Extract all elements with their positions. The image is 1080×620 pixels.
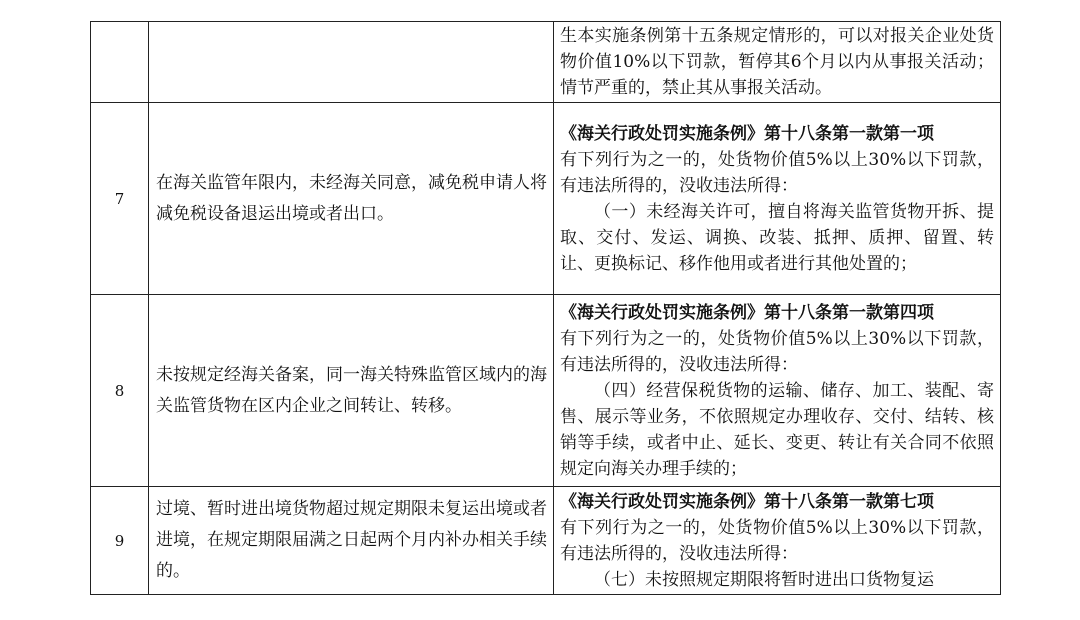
- table-row: [91, 103, 1001, 295]
- violation-description: 未按规定经海关备案，同一海关特殊监管区域内的海关监管货物在区内企业之间转让、转移。: [149, 295, 554, 487]
- row-number: [91, 22, 149, 103]
- law-title: 《海关行政处罚实施条例》第十八条第一款第七项: [560, 491, 934, 512]
- row-number: 9: [91, 487, 149, 595]
- law-body: 生本实施条例第十五条规定情形的，可以对报关企业处货物价值10%以下罚款，暂停其6个月以内从事报关活动；情节严重的，禁止其从事报关活动。: [560, 26, 994, 98]
- law-body: 有下列行为之一的，处货物价值5%以上30%以下罚款，有违法所得的，没收违法所得：: [560, 517, 994, 564]
- law-title: 《海关行政处罚实施条例》第十八条第一款第四项: [560, 302, 934, 323]
- legal-basis: [554, 295, 1001, 487]
- violation-description: [149, 22, 554, 103]
- table-row: [91, 295, 1001, 487]
- legal-basis: [554, 487, 1001, 595]
- law-body: 有下列行为之一的，处货物价值5%以上30%以下罚款，有违法所得的，没收违法所得：: [560, 149, 994, 196]
- law-body: 有下列行为之一的，处货物价值5%以上30%以下罚款，有违法所得的，没收违法所得：: [560, 328, 994, 375]
- law-item: （七）未按照规定期限将暂时进出口货物复运: [594, 569, 934, 590]
- violation-description: 过境、暂时进出境货物超过规定期限未复运出境或者进境，在规定期限届满之日起两个月内补办相关手续的。: [149, 487, 554, 595]
- law-item: （一）未经海关许可，擅自将海关监管货物开拆、提取、交付、发运、调换、改装、抵押、质押、留置、转让、更换标记、移作他用或者进行其他处置的；: [560, 201, 994, 274]
- law-title: 《海关行政处罚实施条例》第十八条第一款第一项: [560, 123, 934, 144]
- row-number: 8: [91, 295, 149, 487]
- penalty-table: [90, 21, 1001, 595]
- violation-description: 在海关监管年限内，未经海关同意，减免税申请人将减免税设备退运出境或者出口。: [149, 103, 554, 295]
- law-item: （四）经营保税货物的运输、储存、加工、装配、寄售、展示等业务，不依照规定办理收存、交付、结转、核销等手续，或者中止、延长、变更、转让有关合同不依照规定向海关办理手续的；: [560, 380, 994, 479]
- table-row: [91, 487, 1001, 595]
- table-row: [91, 22, 1001, 103]
- legal-basis: [554, 103, 1001, 295]
- row-number: 7: [91, 103, 149, 295]
- legal-basis: [554, 22, 1001, 103]
